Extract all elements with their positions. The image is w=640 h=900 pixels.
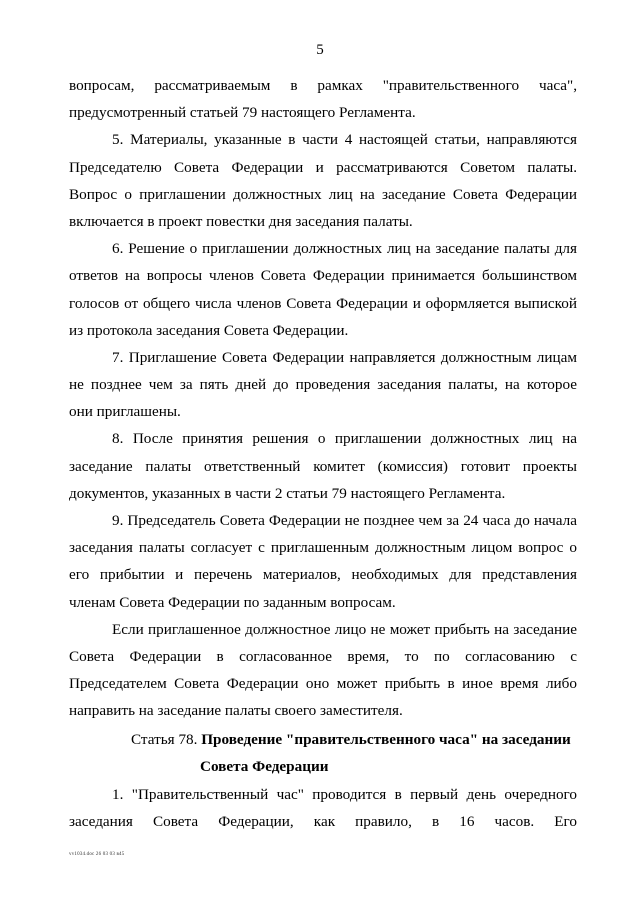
footer-filename: vv1034.doc 26 03 03 в45	[69, 852, 125, 857]
paragraph	[69, 235, 577, 344]
text-line: включается в проект повестки дня заседания палаты.	[69, 212, 413, 230]
text-line: 1. "Правительственный час" проводится в первый день очередного	[112, 785, 577, 803]
text-line: они приглашены.	[69, 403, 181, 421]
paragraph	[69, 344, 577, 426]
text-line: Если приглашенное должностное лицо не может прибыть на заседание	[112, 620, 577, 638]
text-line: Председателю Совета Федерации и рассматриваются Советом палаты.	[69, 158, 577, 176]
text-line: голосов от общего числа членов Совета Федерации и оформляется выпиской	[69, 294, 577, 312]
text-line: Совета Федерации в согласованное время, то по согласованию с	[69, 647, 577, 665]
text-line: 5. Материалы, указанные в части 4 настоящей статьи, направляются	[112, 131, 577, 149]
text-line: 6. Решение о приглашении должностных лиц на заседание палаты для	[112, 240, 577, 258]
text-line: предусмотренный статьей 79 настоящего Регламента.	[69, 104, 416, 122]
text-line: из протокола заседания Совета Федерации.	[69, 321, 349, 339]
text-line: заседания Совета Федерации, как правило, в 16 часов. Его	[69, 812, 577, 830]
page-number: 5	[316, 42, 324, 58]
paragraph	[69, 425, 577, 507]
text-line: членам Совета Федерации по заданным вопросам.	[69, 593, 396, 611]
heading-line	[69, 726, 577, 754]
text-line: не позднее чем за пять дней до проведения заседания палаты, на которое	[69, 376, 577, 394]
text-line: 9. Председатель Совета Федерации не позднее чем за 24 часа до начала	[112, 512, 577, 529]
text-line: 7. Приглашение Совета Федерации направляется должностным лицам	[112, 348, 577, 366]
text-line: Вопрос о приглашении должностных лиц на заседание Совета Федерации	[69, 185, 577, 203]
article-label: Статья 78.	[131, 730, 202, 748]
paragraph	[69, 781, 577, 835]
article-title: Проведение "правительственного часа" на заседании	[201, 730, 571, 748]
text-line: заседания палаты согласует с приглашенным должностным лицом вопрос о	[69, 539, 577, 557]
text-line: направить на заседание палаты своего заместителя.	[69, 702, 403, 720]
article-title-continued: Совета Федерации	[200, 758, 329, 775]
paragraph	[69, 507, 577, 616]
text-line: Председателем Совета Федерации оно может прибыть в иное время либо	[69, 675, 577, 693]
paragraph	[69, 72, 577, 126]
text-line: его прибытии и перечень материалов, необходимых для представления	[69, 566, 577, 584]
text-line: ответов на вопросы членов Совета Федерации принимается большинством	[69, 267, 577, 285]
paragraph	[69, 126, 577, 235]
document-body	[69, 72, 577, 835]
text-line: документов, указанных в части 2 статьи 79 настоящего Регламента.	[69, 484, 506, 502]
article-heading	[69, 726, 577, 781]
text-line: заседание палаты ответственный комитет (комиссия) готовит проекты	[69, 457, 577, 475]
paragraph	[69, 616, 577, 725]
text-line: вопросам, рассматриваемым в рамках "правительственного часа",	[69, 77, 577, 94]
text-line: 8. После принятия решения о приглашении должностных лиц на	[112, 430, 577, 448]
